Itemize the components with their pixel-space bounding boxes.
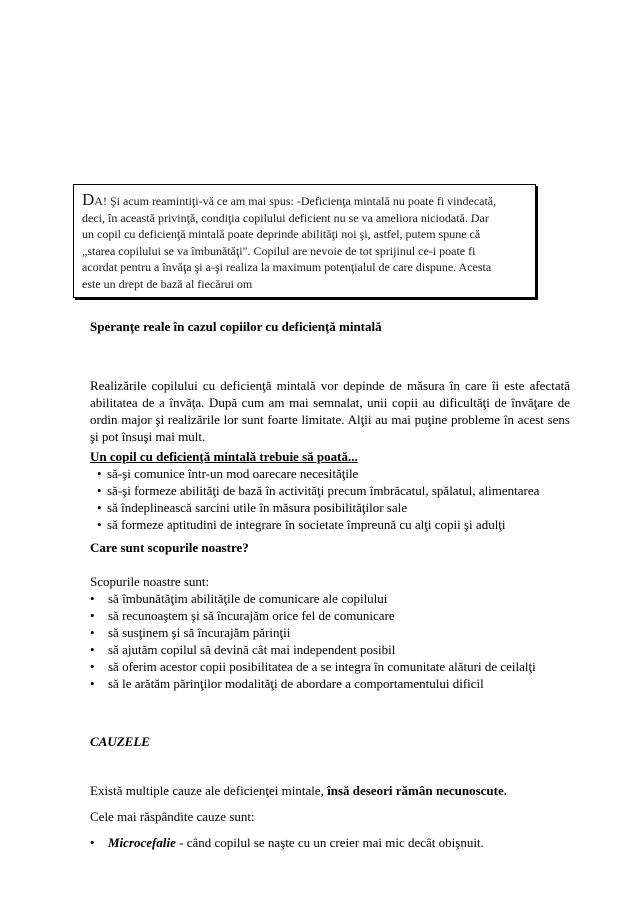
box-line [82, 190, 527, 210]
cause-term: Microcefalie [108, 835, 176, 850]
list-item [90, 658, 570, 675]
list-item [90, 607, 570, 624]
intro-text: Scopurile noastre sunt: [90, 574, 210, 589]
causes-lead: Cele mai răspândite cauze sunt: [90, 809, 255, 824]
bullet: • [90, 676, 95, 691]
section-heading: Un copil cu deficienţă mintală trebuie să poată... [90, 449, 358, 464]
list-item-text: să recunoaştem şi să încurajăm orice fel de comunicare [108, 608, 395, 623]
box-line: un copil cu deficienţă mintală poate deprinde abilităţi noi şi, astfel, putem spune că [82, 227, 481, 241]
list-item-text: să oferim acestor copii posibilitatea de a se integra în comunitate alături de ceilalţi [108, 659, 536, 674]
list-item [90, 834, 570, 851]
bullet: • [90, 608, 95, 623]
bullet: • [97, 483, 102, 498]
list-item [90, 675, 570, 692]
list-item [90, 590, 570, 607]
bullet: • [90, 642, 95, 657]
list-item [90, 516, 570, 533]
abilities-list [90, 465, 570, 533]
list-item-text: să-şi formeze abilităţi de bază în activităţi precum îmbrăcatul, spălatul, alimentarea [107, 483, 540, 498]
list-item-text: să îmbunătăţim abilităţile de comunicare ale copilului [108, 591, 388, 606]
list-item [90, 482, 570, 499]
box-line: deci, în această privinţă, condiţia copilului deficient nu se va ameliora niciodată. Dar [82, 210, 489, 225]
bullet: • [97, 466, 102, 481]
box-text: A! Şi acum reamintiţi-vă ce am mai spus: -Deficienţa mintală nu poate fi vindecată, [94, 194, 497, 208]
section-heading: Care sunt scopurile noastre? [90, 540, 249, 555]
list-item [90, 641, 570, 658]
bullet: • [90, 659, 95, 674]
causes-text: Există multiple cauze ale deficienţei mintale, [90, 783, 328, 798]
box-line: „starea copilului se va îmbunătăţi". Copilul are nevoie de tot sprijinul ce-i poate fi [82, 243, 476, 258]
list-item-text: să le arătăm părinţilor modalităţi de abordare a comportamentului dificil [108, 676, 484, 691]
causes-intro [90, 782, 570, 799]
box-line: acordat pentru a învăţa şi a-şi realiza la maximum potenţialul de care dispune. Acesta [82, 260, 492, 274]
list-item-text: să îndeplinească sarcini utile în măsura posibilităţilor sale [107, 500, 407, 515]
list-item [90, 465, 570, 482]
causes-emphasis: însă deseori rămân necunoscute. [327, 783, 507, 798]
causes-list [90, 834, 570, 851]
bullet: • [97, 500, 102, 515]
list-item [90, 499, 570, 516]
bullet: • [90, 835, 95, 850]
list-item-text: să-şi comunice într-un mod oarecare necesităţile [107, 466, 359, 481]
info-box [73, 184, 536, 298]
list-item [90, 624, 570, 641]
box-line: este un drept de bază al fiecărui om [82, 276, 253, 291]
list-item-text: să susţinem şi să încurajăm părinţii [108, 625, 291, 640]
drop-cap: D [82, 190, 95, 209]
goals-list [90, 590, 570, 692]
section-heading: Speranţe reale în cazul copiilor cu deficienţă mintală [90, 319, 382, 334]
list-item-text: să formeze aptitudini de integrare în societate împreună cu alţi copii şi adulţi [107, 517, 506, 532]
bullet: • [90, 591, 95, 606]
section-heading: CAUZELE [90, 734, 150, 749]
bullet: • [90, 625, 95, 640]
cause-description: - când copilul se naşte cu un creier mai mic decât obişnuit. [175, 835, 484, 850]
list-item-text: să ajutăm copilul să devină cât mai independent posibil [108, 642, 396, 657]
body-paragraph: Realizările copilului cu deficienţă mintală vor depinde de măsura în care îi este afectată abilitatea de a învăţa. După cum am mai semnalat, unii copii au dificultăţi de învăţare de ordin major şi realizările lor sunt foarte limitate. Alţii au mai puţine probleme în acest sens şi pot însuşi mai mult. [90, 378, 570, 444]
bullet: • [97, 517, 102, 532]
